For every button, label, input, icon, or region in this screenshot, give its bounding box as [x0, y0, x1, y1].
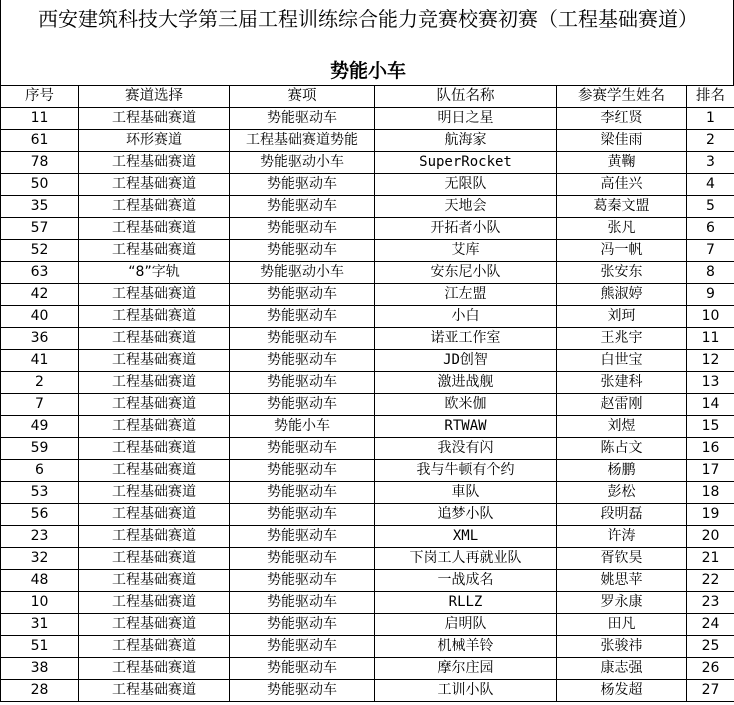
cell-students: 姚思苹 [557, 570, 687, 592]
cell-rank: 17 [687, 460, 734, 482]
cell-students: 彭松 [557, 482, 687, 504]
cell-rank: 12 [687, 350, 734, 372]
cell-seq: 10 [1, 592, 79, 614]
cell-track: 工程基础赛道 [79, 438, 230, 460]
cell-team: RLLZ [375, 592, 557, 614]
cell-team: 工训小队 [375, 680, 557, 702]
table-row [1, 372, 734, 394]
table-row [1, 680, 734, 702]
cell-track: 工程基础赛道 [79, 460, 230, 482]
cell-rank: 3 [687, 152, 734, 174]
table-row [1, 262, 734, 284]
cell-seq: 23 [1, 526, 79, 548]
cell-track: 工程基础赛道 [79, 350, 230, 372]
cell-team: 启明队 [375, 614, 557, 636]
cell-track: 工程基础赛道 [79, 328, 230, 350]
cell-students: 段明磊 [557, 504, 687, 526]
cell-students: 杨鹏 [557, 460, 687, 482]
table-row [1, 350, 734, 372]
cell-team: 明日之星 [375, 108, 557, 130]
table-row [1, 438, 734, 460]
cell-team: XML [375, 526, 557, 548]
cell-event: 势能驱动车 [230, 636, 375, 658]
cell-track: 环形赛道 [79, 130, 230, 152]
cell-team: 激进战舰 [375, 372, 557, 394]
cell-event: 势能驱动车 [230, 174, 375, 196]
cell-students: 康志强 [557, 658, 687, 680]
cell-rank: 11 [687, 328, 734, 350]
cell-seq: 6 [1, 460, 79, 482]
cell-students: 高佳兴 [557, 174, 687, 196]
cell-track: 工程基础赛道 [79, 284, 230, 306]
cell-team: JD创智 [375, 350, 557, 372]
cell-seq: 48 [1, 570, 79, 592]
cell-team: 诺亚工作室 [375, 328, 557, 350]
cell-rank: 4 [687, 174, 734, 196]
cell-students: 赵雷刚 [557, 394, 687, 416]
table-row [1, 460, 734, 482]
cell-team: 无限队 [375, 174, 557, 196]
cell-seq: 42 [1, 284, 79, 306]
cell-rank: 22 [687, 570, 734, 592]
cell-event: 势能驱动车 [230, 548, 375, 570]
cell-team: 下岗工人再就业队 [375, 548, 557, 570]
cell-rank: 2 [687, 130, 734, 152]
cell-rank: 13 [687, 372, 734, 394]
table-row [1, 658, 734, 680]
cell-students: 黄鞠 [557, 152, 687, 174]
cell-students: 罗永康 [557, 592, 687, 614]
table-row [1, 130, 734, 152]
cell-rank: 7 [687, 240, 734, 262]
cell-rank: 5 [687, 196, 734, 218]
table-row [1, 636, 734, 658]
cell-students: 刘煜 [557, 416, 687, 438]
cell-seq: 78 [1, 152, 79, 174]
cell-team: RTWAW [375, 416, 557, 438]
cell-team: 欧米伽 [375, 394, 557, 416]
cell-seq: 40 [1, 306, 79, 328]
page-subtitle: 势能小车 [329, 60, 406, 82]
table-row [1, 196, 734, 218]
cell-event: 势能驱动车 [230, 680, 375, 702]
cell-seq: 63 [1, 262, 79, 284]
cell-team: 艾库 [375, 240, 557, 262]
cell-event: 势能驱动车 [230, 240, 375, 262]
table-row [1, 526, 734, 548]
table-row [1, 570, 734, 592]
table-body [1, 108, 734, 702]
cell-students: 张骏祎 [557, 636, 687, 658]
cell-event: 势能驱动车 [230, 350, 375, 372]
cell-students: 白世宝 [557, 350, 687, 372]
cell-team: 江左盟 [375, 284, 557, 306]
cell-event: 势能驱动车 [230, 570, 375, 592]
cell-event: 势能驱动车 [230, 460, 375, 482]
table-row [1, 482, 734, 504]
cell-seq: 59 [1, 438, 79, 460]
cell-event: 势能驱动车 [230, 306, 375, 328]
cell-team: 机械羊铃 [375, 636, 557, 658]
cell-team: 我与牛顿有个约 [375, 460, 557, 482]
cell-track: 工程基础赛道 [79, 504, 230, 526]
cell-rank: 27 [687, 680, 734, 702]
cell-rank: 6 [687, 218, 734, 240]
table-row [1, 284, 734, 306]
cell-track: 工程基础赛道 [79, 548, 230, 570]
cell-seq: 61 [1, 130, 79, 152]
cell-team: SuperRocket [375, 152, 557, 174]
cell-event: 势能驱动车 [230, 218, 375, 240]
column-header-rank: 排名 [687, 86, 734, 108]
cell-students: 葛秦文盟 [557, 196, 687, 218]
cell-event: 势能驱动车 [230, 372, 375, 394]
cell-track: 工程基础赛道 [79, 372, 230, 394]
table-row [1, 548, 734, 570]
cell-track: 工程基础赛道 [79, 570, 230, 592]
cell-rank: 15 [687, 416, 734, 438]
column-header-students: 参赛学生姓名 [557, 86, 687, 108]
cell-track: 工程基础赛道 [79, 218, 230, 240]
cell-students: 胥钦昊 [557, 548, 687, 570]
cell-team: 天地会 [375, 196, 557, 218]
table-row [1, 394, 734, 416]
cell-students: 李红贤 [557, 108, 687, 130]
cell-seq: 51 [1, 636, 79, 658]
cell-team: 开拓者小队 [375, 218, 557, 240]
cell-rank: 25 [687, 636, 734, 658]
cell-track: 工程基础赛道 [79, 152, 230, 174]
table-row [1, 592, 734, 614]
cell-students: 许涛 [557, 526, 687, 548]
cell-rank: 18 [687, 482, 734, 504]
cell-track: 工程基础赛道 [79, 108, 230, 130]
table-header-row [1, 86, 734, 108]
cell-event: 势能驱动小车 [230, 262, 375, 284]
cell-event: 势能小车 [230, 416, 375, 438]
cell-students: 刘珂 [557, 306, 687, 328]
cell-rank: 8 [687, 262, 734, 284]
cell-students: 冯一帆 [557, 240, 687, 262]
cell-rank: 14 [687, 394, 734, 416]
cell-seq: 11 [1, 108, 79, 130]
table-row [1, 108, 734, 130]
cell-track: 工程基础赛道 [79, 636, 230, 658]
cell-track: 工程基础赛道 [79, 306, 230, 328]
cell-track: 工程基础赛道 [79, 196, 230, 218]
cell-seq: 49 [1, 416, 79, 438]
cell-track: 工程基础赛道 [79, 416, 230, 438]
cell-team: 我没有闪 [375, 438, 557, 460]
cell-event: 工程基础赛道势能 [230, 130, 375, 152]
cell-rank: 10 [687, 306, 734, 328]
cell-track: 工程基础赛道 [79, 174, 230, 196]
table-row [1, 218, 734, 240]
cell-track: 工程基础赛道 [79, 482, 230, 504]
cell-students: 张安东 [557, 262, 687, 284]
table-row [1, 152, 734, 174]
column-header-team: 队伍名称 [375, 86, 557, 108]
cell-seq: 57 [1, 218, 79, 240]
cell-team: 小白 [375, 306, 557, 328]
cell-track: 工程基础赛道 [79, 394, 230, 416]
cell-students: 杨发超 [557, 680, 687, 702]
cell-rank: 21 [687, 548, 734, 570]
cell-students: 张建科 [557, 372, 687, 394]
cell-seq: 7 [1, 394, 79, 416]
cell-event: 势能驱动车 [230, 504, 375, 526]
table-row [1, 306, 734, 328]
table-row [1, 174, 734, 196]
cell-event: 势能驱动小车 [230, 152, 375, 174]
cell-event: 势能驱动车 [230, 614, 375, 636]
cell-event: 势能驱动车 [230, 592, 375, 614]
cell-rank: 1 [687, 108, 734, 130]
cell-track: 工程基础赛道 [79, 614, 230, 636]
cell-seq: 32 [1, 548, 79, 570]
cell-rank: 23 [687, 592, 734, 614]
cell-event: 势能驱动车 [230, 482, 375, 504]
column-header-seq: 序号 [1, 86, 79, 108]
cell-seq: 36 [1, 328, 79, 350]
cell-event: 势能驱动车 [230, 658, 375, 680]
cell-team: 車队 [375, 482, 557, 504]
table-row [1, 504, 734, 526]
cell-team: 摩尔庄园 [375, 658, 557, 680]
cell-students: 熊淑婷 [557, 284, 687, 306]
cell-seq: 31 [1, 614, 79, 636]
cell-event: 势能驱动车 [230, 284, 375, 306]
cell-track: 工程基础赛道 [79, 680, 230, 702]
cell-team: 安东尼小队 [375, 262, 557, 284]
cell-event: 势能驱动车 [230, 108, 375, 130]
cell-event: 势能驱动车 [230, 328, 375, 350]
results-table [0, 85, 734, 702]
table-row [1, 614, 734, 636]
column-header-track: 赛道选择 [79, 86, 230, 108]
cell-seq: 52 [1, 240, 79, 262]
cell-track: 工程基础赛道 [79, 658, 230, 680]
cell-seq: 28 [1, 680, 79, 702]
cell-track: 工程基础赛道 [79, 240, 230, 262]
cell-event: 势能驱动车 [230, 526, 375, 548]
cell-event: 势能驱动车 [230, 438, 375, 460]
cell-seq: 35 [1, 196, 79, 218]
cell-event: 势能驱动车 [230, 394, 375, 416]
title-block [0, 0, 734, 85]
cell-track: 工程基础赛道 [79, 526, 230, 548]
cell-students: 张凡 [557, 218, 687, 240]
cell-seq: 53 [1, 482, 79, 504]
cell-rank: 9 [687, 284, 734, 306]
cell-students: 田凡 [557, 614, 687, 636]
cell-seq: 56 [1, 504, 79, 526]
table-row [1, 328, 734, 350]
cell-students: 陈占文 [557, 438, 687, 460]
cell-team: 追梦小队 [375, 504, 557, 526]
cell-seq: 38 [1, 658, 79, 680]
table-row [1, 240, 734, 262]
cell-track: “8”字轨 [79, 262, 230, 284]
cell-rank: 26 [687, 658, 734, 680]
cell-students: 王兆宇 [557, 328, 687, 350]
cell-seq: 50 [1, 174, 79, 196]
cell-rank: 20 [687, 526, 734, 548]
cell-students: 梁佳雨 [557, 130, 687, 152]
cell-rank: 19 [687, 504, 734, 526]
cell-rank: 16 [687, 438, 734, 460]
cell-team: 航海家 [375, 130, 557, 152]
cell-seq: 2 [1, 372, 79, 394]
cell-rank: 24 [687, 614, 734, 636]
table-row [1, 416, 734, 438]
cell-event: 势能驱动车 [230, 196, 375, 218]
cell-seq: 41 [1, 350, 79, 372]
page-title: 西安建筑科技大学第三届工程训练综合能力竞赛校赛初赛（工程基础赛道） [38, 7, 698, 31]
cell-track: 工程基础赛道 [79, 592, 230, 614]
column-header-event: 赛项 [230, 86, 375, 108]
cell-team: 一战成名 [375, 570, 557, 592]
